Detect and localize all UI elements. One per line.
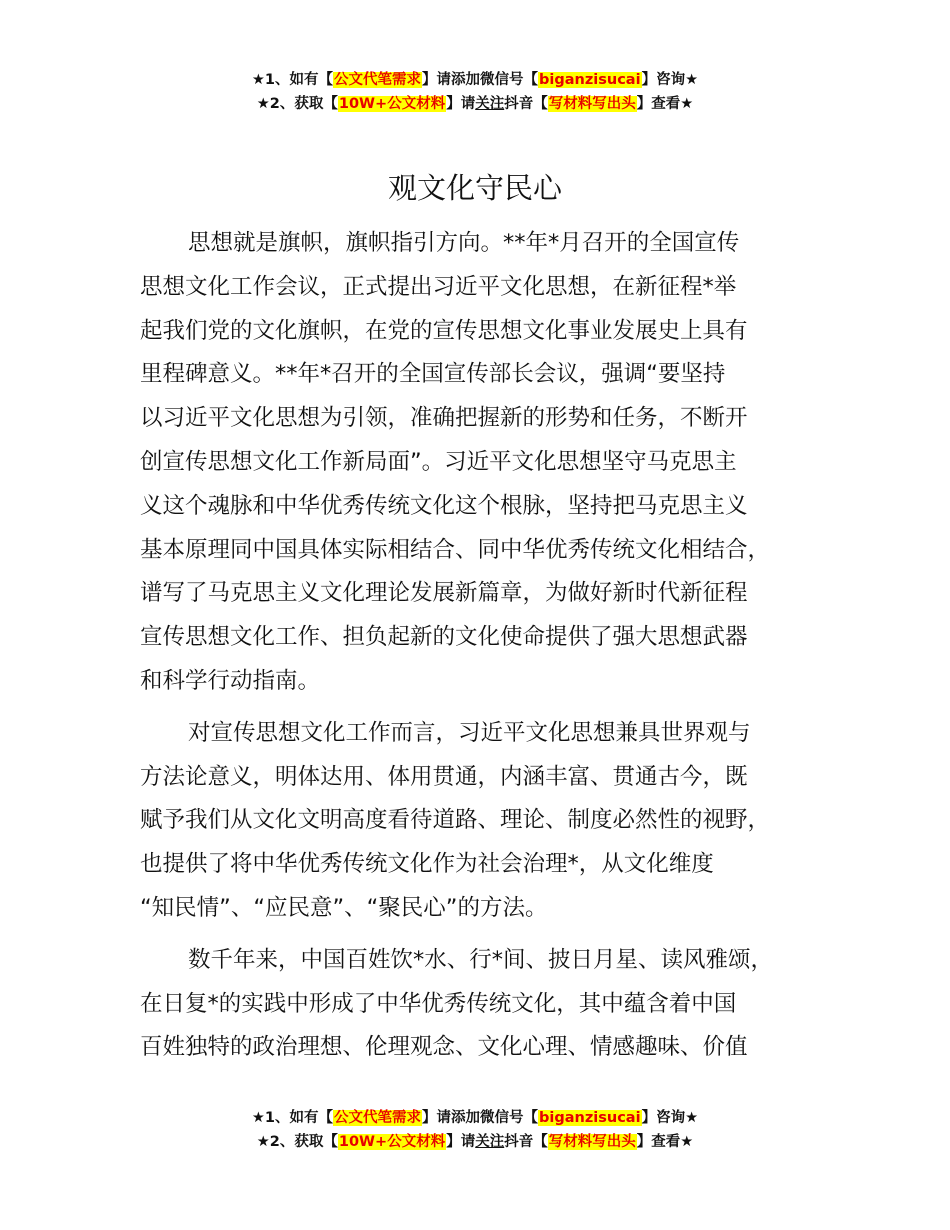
text-line: 基本原理同中国具体实际相结合、同中华优秀传统文化相结合， [140, 536, 771, 563]
highlight-douyin-account: 写材料写出头 [548, 96, 636, 112]
text-line: 数千年来，中国百姓饮*水、行*间、披日月星、读风雅颂， [188, 946, 774, 973]
text-line: 宣传思想文化工作、担负起新的文化使命提供了强大思想武器 [140, 624, 748, 651]
banner-text: ★1、如有【 [251, 1110, 334, 1126]
banner-text: ★2、获取【 [256, 96, 338, 112]
banner-line-2 [0, 92, 950, 116]
header-banner [0, 68, 950, 116]
highlight-materials: 10W+公文材料 [338, 96, 446, 112]
text-line: 里程碑意义。**年*召开的全国宣传部长会议，强调“要坚持 [140, 361, 726, 388]
underlined-follow: 关注 [475, 1134, 505, 1150]
text-line: 义这个魂脉和中华优秀传统文化这个根脉，坚持把马克思主义 [140, 492, 748, 519]
footer-banner [0, 1106, 950, 1154]
text-line: 创宣传思想文化工作新局面”。习近平文化思想坚守马克思主 [140, 448, 737, 475]
text-line: 思想就是旗帜，旗帜指引方向。**年*月召开的全国宣传 [188, 230, 740, 256]
document-body [140, 222, 840, 1070]
banner-text: ★1、如有【 [251, 72, 334, 88]
banner-text: 】咨询★ [641, 72, 699, 88]
text-line: 和科学行动指南。 [140, 667, 321, 694]
text-line: 百姓独特的政治理想、伦理观念、文化心理、情感趣味、价值 [140, 1034, 748, 1061]
text-line: 谱写了马克思主义文化理论发展新篇章，为做好新时代新征程 [140, 580, 748, 607]
highlight-service: 公文代笔需求 [334, 72, 422, 88]
text-line: 思想文化工作会议，正式提出习近平文化思想，在新征程*举 [140, 273, 737, 300]
banner-text: 】查看★ [636, 1134, 694, 1150]
paragraph-3 [140, 939, 840, 1070]
text-line: 赋予我们从文化文明高度看待道路、理论、制度必然性的视野， [140, 807, 771, 834]
banner-text: 】请添加微信号【 [422, 72, 539, 88]
banner-text: ★2、获取【 [256, 1134, 338, 1150]
text-line: 在日复*的实践中形成了中华优秀传统文化，其中蕴含着中国 [140, 990, 737, 1017]
text-line: 起我们党的文化旗帜，在党的宣传思想文化事业发展史上具有 [140, 317, 748, 344]
banner-line-2 [0, 1130, 950, 1154]
paragraph-2 [140, 712, 840, 931]
text-line: 以习近平文化思想为引领，准确把握新的形势和任务，不断开 [140, 405, 748, 432]
banner-line-1 [0, 68, 950, 92]
text-line: 也提供了将中华优秀传统文化作为社会治理*，从文化维度 [140, 851, 714, 878]
banner-text: 抖音【 [504, 1134, 548, 1150]
banner-text: 】请 [446, 96, 476, 112]
banner-text: 】咨询★ [641, 1110, 699, 1126]
banner-text: 抖音【 [504, 96, 548, 112]
highlight-service: 公文代笔需求 [334, 1110, 422, 1126]
document-title: 观文化守民心 [387, 171, 562, 205]
paragraph-spacer [140, 704, 840, 712]
highlight-materials: 10W+公文材料 [338, 1134, 446, 1150]
highlight-wechat-id: biganzisucai [539, 1110, 641, 1126]
banner-line-1 [0, 1106, 950, 1130]
highlight-wechat-id: biganzisucai [539, 72, 641, 88]
paragraph-1 [140, 222, 840, 704]
text-line: 方法论意义，明体达用、体用贯通，内涵丰富、贯通古今，既 [140, 763, 748, 790]
banner-text: 】请添加微信号【 [422, 1110, 539, 1126]
banner-text: 】请 [446, 1134, 476, 1150]
highlight-douyin-account: 写材料写出头 [548, 1134, 636, 1150]
banner-text: 】查看★ [636, 96, 694, 112]
text-line: 对宣传思想文化工作而言，习近平文化思想兼具世界观与 [188, 719, 751, 746]
text-line: “知民情”、“应民意”、“聚民心”的方法。 [140, 894, 548, 921]
underlined-follow: 关注 [475, 96, 505, 112]
paragraph-spacer [140, 931, 840, 939]
